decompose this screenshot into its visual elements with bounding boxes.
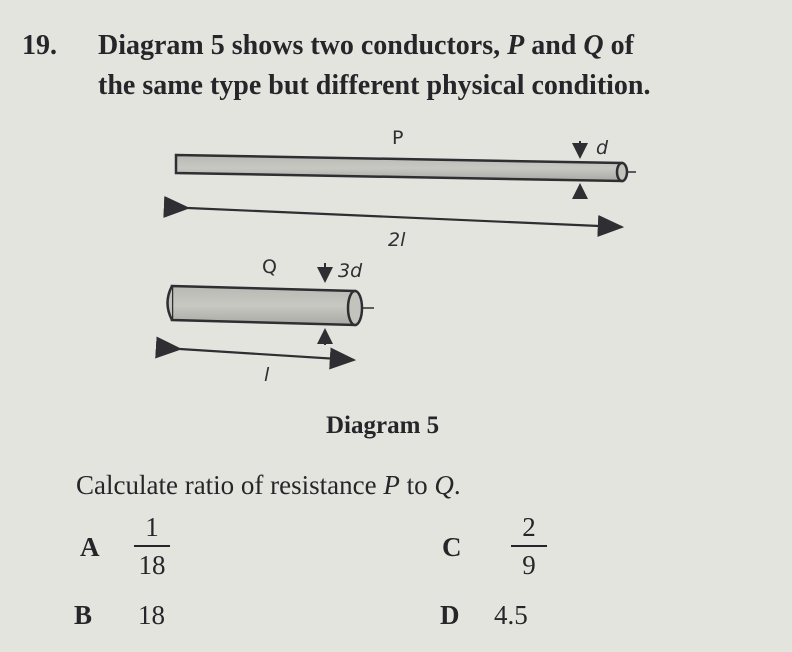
conductor-p (176, 155, 636, 181)
option-c-letter[interactable]: C (442, 532, 462, 562)
question-text-1c: of (603, 30, 634, 61)
option-d-value[interactable]: 4.5 (494, 600, 528, 630)
question-var-q: Q (583, 30, 604, 61)
conductor-q (168, 286, 375, 325)
fraction-bar (134, 545, 170, 547)
label-l: l (264, 364, 270, 386)
option-d-letter[interactable]: D (440, 600, 460, 630)
option-a-fraction[interactable] (134, 512, 170, 580)
question-text-1a: Diagram 5 shows two conductors, (98, 30, 508, 61)
label-2l: 2l (388, 229, 406, 251)
prompt-text-b: to (399, 470, 435, 500)
fraction-bar (511, 545, 547, 547)
prompt-var-q: Q (434, 470, 454, 500)
option-b-value[interactable]: 18 (138, 600, 165, 630)
prompt-text-c: . (453, 470, 461, 500)
length-arrow-q (180, 349, 354, 360)
question-var-p: P (507, 30, 525, 61)
label-d: d (596, 137, 609, 159)
option-c-denominator: 9 (522, 550, 536, 580)
label-p: P (392, 127, 404, 149)
option-c-fraction[interactable] (511, 512, 547, 580)
question-number: 19. (22, 30, 57, 61)
prompt-var-p: P (383, 470, 400, 500)
label-3d: 3d (338, 260, 363, 282)
diagram-caption: Diagram 5 (326, 412, 440, 439)
question-line-2: the same type but different physical condition. (98, 70, 651, 101)
question-text-1b: and (524, 30, 584, 61)
option-b-letter[interactable]: B (74, 600, 93, 630)
option-c-numerator: 2 (522, 512, 536, 542)
label-q: Q (262, 256, 277, 278)
option-a-numerator: 1 (145, 512, 159, 542)
length-arrow-p (188, 208, 622, 227)
question-prompt (76, 470, 461, 501)
option-a-letter[interactable]: A (80, 532, 100, 562)
prompt-text-a: Calculate ratio of resistance (76, 470, 384, 500)
option-a-denominator: 18 (138, 550, 166, 580)
